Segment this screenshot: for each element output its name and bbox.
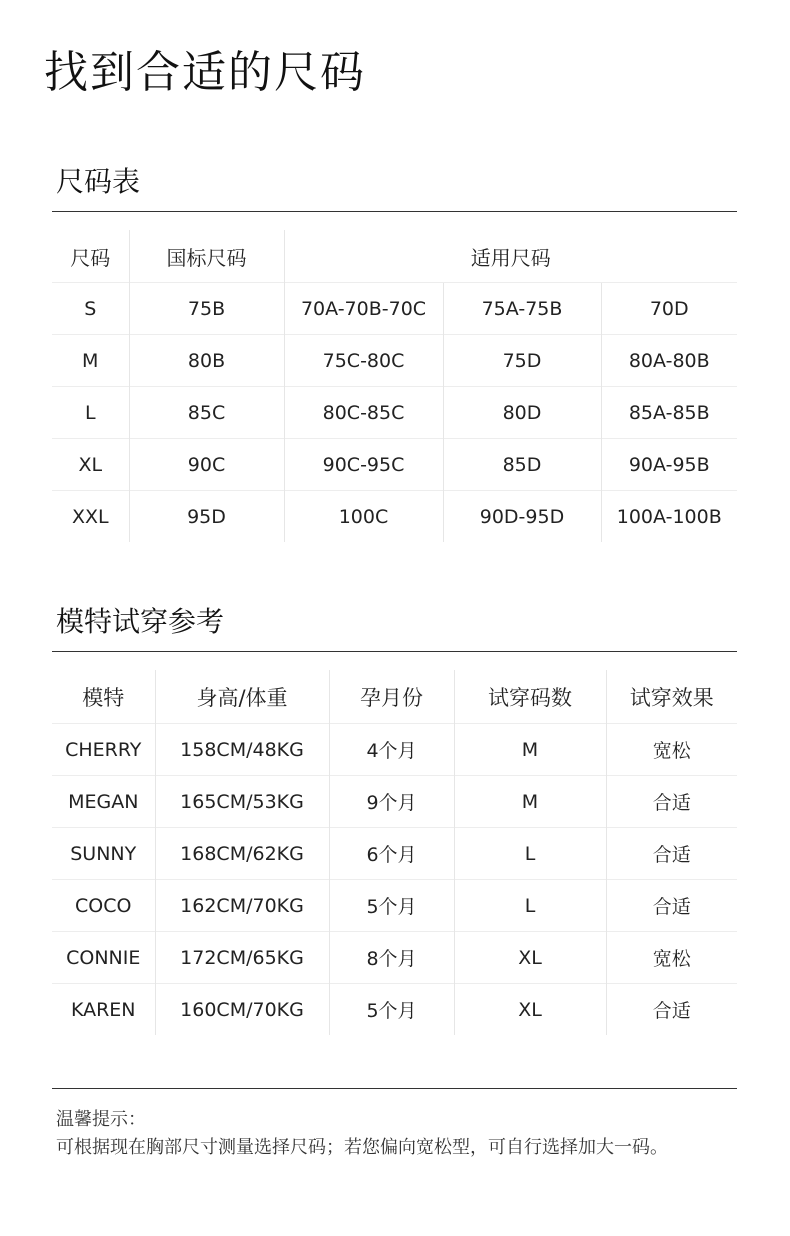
- header-size: 尺码: [70, 245, 111, 270]
- applicable-size-cell: 75D: [443, 335, 601, 387]
- model-reference-title: 模特试穿参考: [56, 605, 225, 638]
- pregnancy-month-cell: 8个月: [329, 932, 454, 984]
- table-row: [52, 776, 737, 828]
- national-size-cell: 75B: [129, 283, 284, 335]
- table-row: [52, 880, 737, 932]
- applicable-size-cell: 75C-80C: [284, 335, 443, 387]
- national-size-cell: 90C: [129, 439, 284, 491]
- table-row: [52, 724, 737, 776]
- header-height-weight: 身高/体重: [155, 670, 329, 724]
- applicable-size-cell: 80A-80B: [601, 335, 737, 387]
- model-reference-header-row: [52, 670, 737, 724]
- table-row: [52, 439, 737, 491]
- applicable-size-cell: 90D-95D: [443, 491, 601, 543]
- applicable-size-cell: 85A-85B: [601, 387, 737, 439]
- applicable-size-cell: 75A-75B: [443, 283, 601, 335]
- model-name-cell: KAREN: [52, 984, 155, 1036]
- model-name-cell: SUNNY: [52, 828, 155, 880]
- tried-size-cell: XL: [454, 984, 606, 1036]
- header-fit-effect: 试穿效果: [606, 670, 737, 724]
- model-name-cell: COCO: [52, 880, 155, 932]
- size-cell: L: [52, 387, 129, 439]
- size-cell: XXL: [52, 491, 129, 543]
- size-cell: XL: [52, 439, 129, 491]
- tips-text: 可根据现在胸部尺寸测量选择尺码；若您偏向宽松型，可自行选择加大一码。: [56, 1137, 668, 1158]
- fit-effect-cell: 合适: [606, 880, 737, 932]
- table-row: [52, 283, 737, 335]
- table-row: [52, 984, 737, 1036]
- national-size-cell: 85C: [129, 387, 284, 439]
- pregnancy-month-cell: 9个月: [329, 776, 454, 828]
- pregnancy-month-cell: 4个月: [329, 724, 454, 776]
- applicable-size-cell: 85D: [443, 439, 601, 491]
- height-weight-cell: 160CM/70KG: [155, 984, 329, 1036]
- fit-effect-cell: 合适: [606, 828, 737, 880]
- tried-size-cell: M: [454, 776, 606, 828]
- size-chart-title: 尺码表: [56, 165, 141, 198]
- header-tried-size: 试穿码数: [454, 670, 606, 724]
- page-title: 找到合适的尺码: [44, 47, 366, 98]
- height-weight-cell: 168CM/62KG: [155, 828, 329, 880]
- height-weight-cell: 162CM/70KG: [155, 880, 329, 932]
- national-size-cell: 80B: [129, 335, 284, 387]
- table-row: [52, 828, 737, 880]
- applicable-size-cell: 100C: [284, 491, 443, 543]
- table-row: [52, 335, 737, 387]
- applicable-size-cell: 90A-95B: [601, 439, 737, 491]
- fit-effect-cell: 宽松: [606, 932, 737, 984]
- table-row: [52, 491, 737, 543]
- size-chart-divider: [52, 211, 737, 212]
- pregnancy-month-cell: 6个月: [329, 828, 454, 880]
- tried-size-cell: L: [454, 828, 606, 880]
- height-weight-cell: 165CM/53KG: [155, 776, 329, 828]
- tried-size-cell: XL: [454, 932, 606, 984]
- tried-size-cell: L: [454, 880, 606, 932]
- fit-effect-cell: 合适: [606, 776, 737, 828]
- height-weight-cell: 172CM/65KG: [155, 932, 329, 984]
- model-reference-divider: [52, 651, 737, 652]
- table-row: [52, 932, 737, 984]
- header-applicable-size: 适用尺码: [284, 230, 737, 283]
- size-chart-table: [52, 230, 737, 542]
- model-name-cell: CHERRY: [52, 724, 155, 776]
- size-cell: S: [52, 283, 129, 335]
- pregnancy-month-cell: 5个月: [329, 880, 454, 932]
- national-size-cell: 95D: [129, 491, 284, 543]
- applicable-size-cell: 70D: [601, 283, 737, 335]
- height-weight-cell: 158CM/48KG: [155, 724, 329, 776]
- fit-effect-cell: 宽松: [606, 724, 737, 776]
- size-cell: M: [52, 335, 129, 387]
- table-row: [52, 387, 737, 439]
- applicable-size-cell: 80D: [443, 387, 601, 439]
- header-national-size: 国标尺码: [129, 230, 284, 283]
- size-chart-header-row: [52, 230, 737, 283]
- model-name-cell: MEGAN: [52, 776, 155, 828]
- header-pregnancy-month: 孕月份: [329, 670, 454, 724]
- tips-divider: [52, 1088, 737, 1089]
- applicable-size-cell: 80C-85C: [284, 387, 443, 439]
- applicable-size-cell: 70A-70B-70C: [284, 283, 443, 335]
- header-model: 模特: [82, 685, 125, 710]
- tips-note: [56, 1106, 668, 1162]
- tips-heading: 温馨提示：: [56, 1109, 146, 1130]
- model-reference-table: [52, 670, 737, 1035]
- model-name-cell: CONNIE: [52, 932, 155, 984]
- applicable-size-cell: 100A-100B: [601, 491, 737, 543]
- applicable-size-cell: 90C-95C: [284, 439, 443, 491]
- pregnancy-month-cell: 5个月: [329, 984, 454, 1036]
- fit-effect-cell: 合适: [606, 984, 737, 1036]
- tried-size-cell: M: [454, 724, 606, 776]
